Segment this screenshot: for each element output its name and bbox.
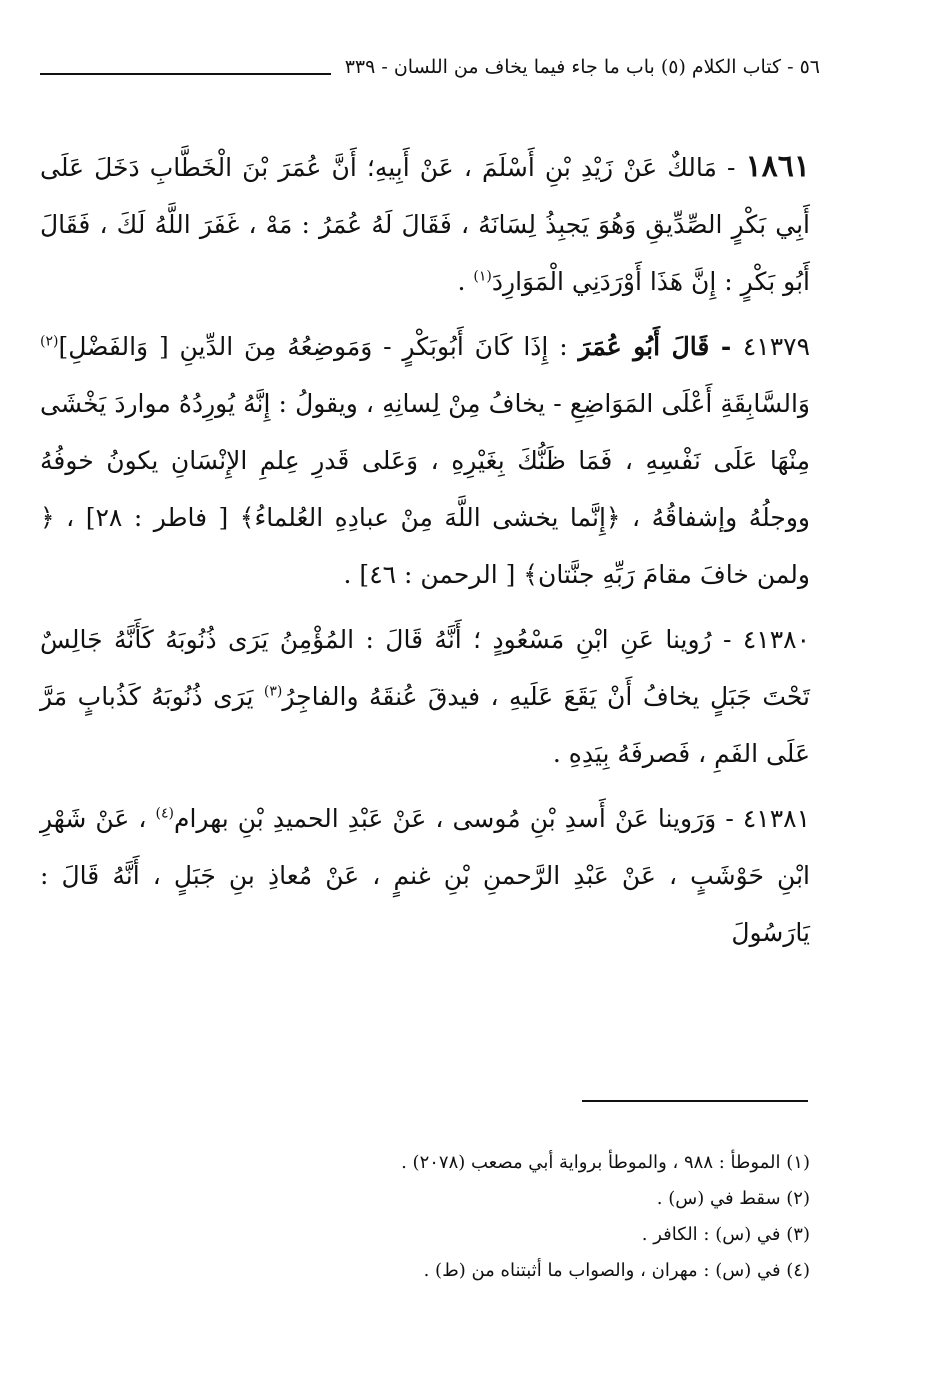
footnote-ref[interactable]: (٣) xyxy=(263,683,283,700)
footnote-separator xyxy=(582,1100,808,1102)
footnote-ref[interactable]: (١) xyxy=(473,268,492,285)
paragraph-number: ٤١٣٨١ xyxy=(742,804,810,833)
commentary-paragraph xyxy=(40,318,810,603)
header-rule xyxy=(40,73,331,75)
footnotes xyxy=(40,1145,810,1289)
paragraph-lead: - قَالَ أَبُو عُمَرَ xyxy=(578,332,743,361)
paragraph-text: - رُوينا عَنِ ابْنِ مَسْعُودٍ ؛ أَنَّهُ قَالَ : المُؤْمِنُ يَرَى ذُنُوبَهُ كَأَنَّهُ جَالِسٌ تَحْتَ جَبَلٍ يخافُ أَنْ يَقَعَ عَلَيهِ ، فيدقَ عُنقَهُ والفاجِرُ xyxy=(40,625,810,711)
running-title: ٥٦ - كتاب الكلام (٥) باب ما جاء فيما يخاف من اللسان - ٣٣٩ xyxy=(344,56,820,78)
paragraph-number: ٤١٣٧٩ xyxy=(742,332,811,361)
hadith-paragraph xyxy=(40,138,810,310)
commentary-paragraph xyxy=(40,790,810,961)
paragraph-tail: يَرَى ذُنُوبَهُ كَذُبابٍ مَرَّ عَلَى الفَمِ ، فَصرفَهُ بِيَدِهِ . xyxy=(40,682,810,768)
main-text xyxy=(40,138,810,969)
footnote-item: (٢) سقط في (س) . xyxy=(656,1188,810,1209)
commentary-paragraph xyxy=(40,611,810,782)
footnote-item: (١) الموطأ : ٩٨٨ ، والموطأ برواية أبي مصعب (٢٠٧٨) . xyxy=(401,1152,810,1173)
footnote-ref[interactable]: (٢) xyxy=(40,333,59,350)
footnote-ref[interactable]: (٤) xyxy=(155,805,174,822)
paragraph-tail: ، عَنْ شَهْرِ ابْنِ حَوْشَبٍ ، عَنْ عَبْدِ الرَّحمنِ بْنِ غنمٍ ، عَنْ مُعاذِ بنِ جَبَلٍ ، أَنَّهُ قَالَ : يَارَسُولَ xyxy=(40,804,810,947)
paragraph-text: - مَالكٌ عَنْ زَيْدِ بْنِ أَسْلَمَ ، عَنْ أَبِيهِ؛ أَنَّ عُمَرَ بْنَ الْخَطَّابِ دَخَلَ عَلَى أَبِي بَكْرٍ الصِّدِّيقِ وَهُوَ يَجبِذُ لِسَانَهُ ، فَقَالَ لَهُ عُمَرُ : مَهْ ، غَفَرَ اللَّهُ لَكَ ، فَقَالَ أَبُو بَكْرٍ : إِنَّ هَذَا أَوْرَدَنِي الْمَوَارِدَ xyxy=(40,153,810,296)
paragraph-text: - وَرَوينا عَنْ أَسدِ بْنِ مُوسى ، عَنْ عَبْدِ الحميدِ بْنِ بهرام xyxy=(173,804,743,833)
running-head xyxy=(40,56,820,78)
hadith-number: ١٨٦١ xyxy=(745,149,810,184)
paragraph-text: : إِذَا كَانَ أَبُوبَكْرٍ - وَمَوضِعُهُ مِنَ الدِّينِ [ وَالفَضْلِ] xyxy=(58,332,579,361)
paragraph-tail: . xyxy=(457,267,474,296)
footnote-item: (٤) في (س) : مهران ، والصواب ما أثبتناه من (ط) . xyxy=(423,1260,810,1281)
paragraph-number: ٤١٣٨٠ xyxy=(742,625,810,654)
footnote-item: (٣) في (س) : الكافر . xyxy=(641,1224,810,1245)
paragraph-tail: وَالسَّابِقَةِ أَعْلَى المَوَاضِعِ - يخافُ مِنْ لِسانِهِ ، ويقولُ : إِنَّهُ يُورِدُهُ مواردَ يَخْشَى مِنْهَا عَلَى نَفْسِهِ ، فَمَا ظَنُّكَ بِغَيْرِهِ ، وَعَلى قَدرِ عِلمِ الإِنْسَانِ يكونُ خوفُهُ ووجلُهُ وإشفاقُهُ ، ﴿إِنَّما يخشى اللَّهَ مِنْ عبادِهِ العُلماءُ﴾ [ فاطر : ٢٨] ، ﴿ ولمن خافَ مقامَ رَبِّهِ جنَّتان﴾ [ الرحمن : ٤٦] . xyxy=(40,389,810,589)
